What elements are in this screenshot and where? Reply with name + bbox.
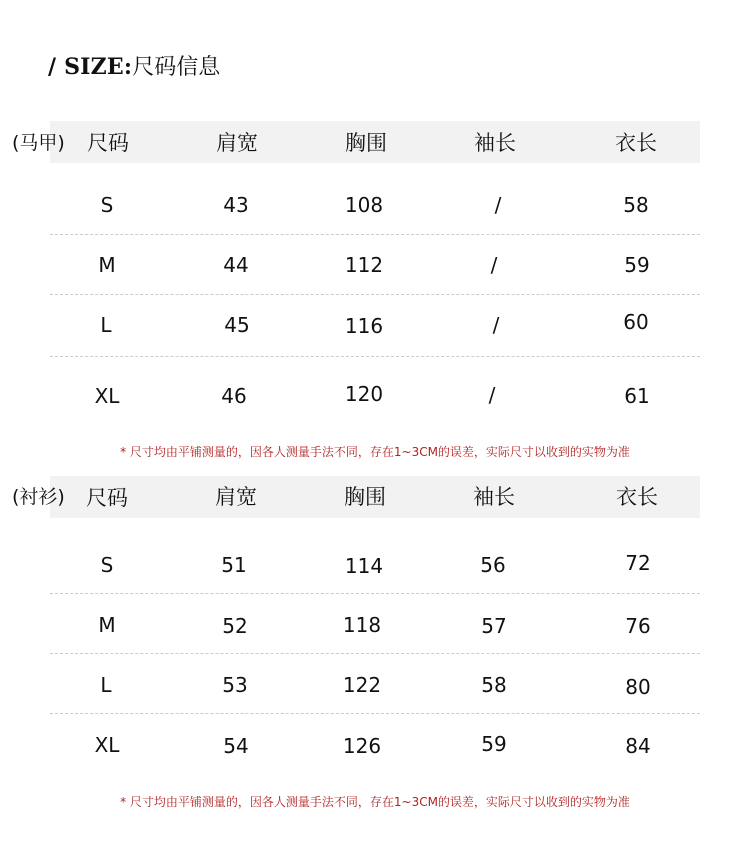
cell-shoulder: 51 <box>221 553 247 577</box>
row-divider <box>50 294 700 295</box>
header-size: 尺码 <box>87 131 129 155</box>
cell-shoulder: 54 <box>223 734 249 758</box>
cell-sleeve: 58 <box>481 673 507 697</box>
measurement-note: * 尺寸均由平铺测量的，因各人测量手法不同，存在1~3CM的误差，实际尺寸以收到的实物为准 <box>120 445 630 459</box>
cell-shoulder: 45 <box>224 313 250 337</box>
cell-shoulder: 53 <box>222 673 248 697</box>
cell-chest: 120 <box>344 382 384 406</box>
page-title-cn: 尺码信息 <box>132 55 221 80</box>
cell-sleeve: / <box>494 193 502 217</box>
cell-sleeve: / <box>492 313 500 337</box>
cell-chest: 118 <box>342 613 382 637</box>
cell-size: S <box>100 193 114 217</box>
cell-chest: 114 <box>344 554 384 578</box>
row-divider <box>50 234 700 235</box>
table-label: (马甲) <box>12 132 65 154</box>
header-sleeve: 袖长 <box>474 131 516 155</box>
cell-size: M <box>98 253 116 277</box>
cell-size: M <box>98 613 116 637</box>
cell-sleeve: / <box>488 383 496 407</box>
cell-size: S <box>100 553 114 577</box>
cell-length: 80 <box>625 675 651 699</box>
cell-shoulder: 52 <box>222 614 248 638</box>
cell-sleeve: 57 <box>481 614 507 638</box>
cell-chest: 126 <box>342 734 382 758</box>
header-chest: 胸围 <box>344 485 386 509</box>
cell-length: 72 <box>625 551 651 575</box>
cell-length: 59 <box>624 253 650 277</box>
measurement-note: * 尺寸均由平铺测量的，因各人测量手法不同，存在1~3CM的误差，实际尺寸以收到的实物为准 <box>120 795 630 809</box>
row-divider <box>50 713 700 714</box>
cell-size: XL <box>94 384 120 408</box>
table-label: (衬衫) <box>12 486 65 508</box>
cell-chest: 112 <box>344 253 384 277</box>
row-divider <box>50 653 700 654</box>
header-size: 尺码 <box>86 486 128 510</box>
cell-size: XL <box>94 733 120 757</box>
cell-size: L <box>100 313 112 337</box>
cell-shoulder: 43 <box>223 193 249 217</box>
cell-length: 84 <box>625 734 651 758</box>
page-title <box>48 52 220 83</box>
row-divider <box>50 356 700 357</box>
header-sleeve: 袖长 <box>473 485 515 509</box>
page-title-en: / SIZE: <box>48 54 133 80</box>
cell-chest: 116 <box>344 314 384 338</box>
cell-length: 61 <box>624 384 650 408</box>
cell-length: 60 <box>623 310 649 334</box>
cell-chest: 122 <box>342 673 382 697</box>
cell-sleeve: 56 <box>480 553 506 577</box>
cell-sleeve: 59 <box>481 732 507 756</box>
row-divider <box>50 593 700 594</box>
header-shoulder: 肩宽 <box>215 485 257 509</box>
cell-shoulder: 44 <box>223 253 249 277</box>
header-shoulder: 肩宽 <box>216 131 258 155</box>
cell-sleeve: / <box>490 253 498 277</box>
cell-length: 76 <box>625 614 651 638</box>
header-chest: 胸围 <box>345 131 387 155</box>
cell-size: L <box>100 673 112 697</box>
header-length: 衣长 <box>616 485 658 509</box>
cell-shoulder: 46 <box>221 384 247 408</box>
cell-chest: 108 <box>344 193 384 217</box>
cell-length: 58 <box>623 193 649 217</box>
header-length: 衣长 <box>615 131 657 155</box>
